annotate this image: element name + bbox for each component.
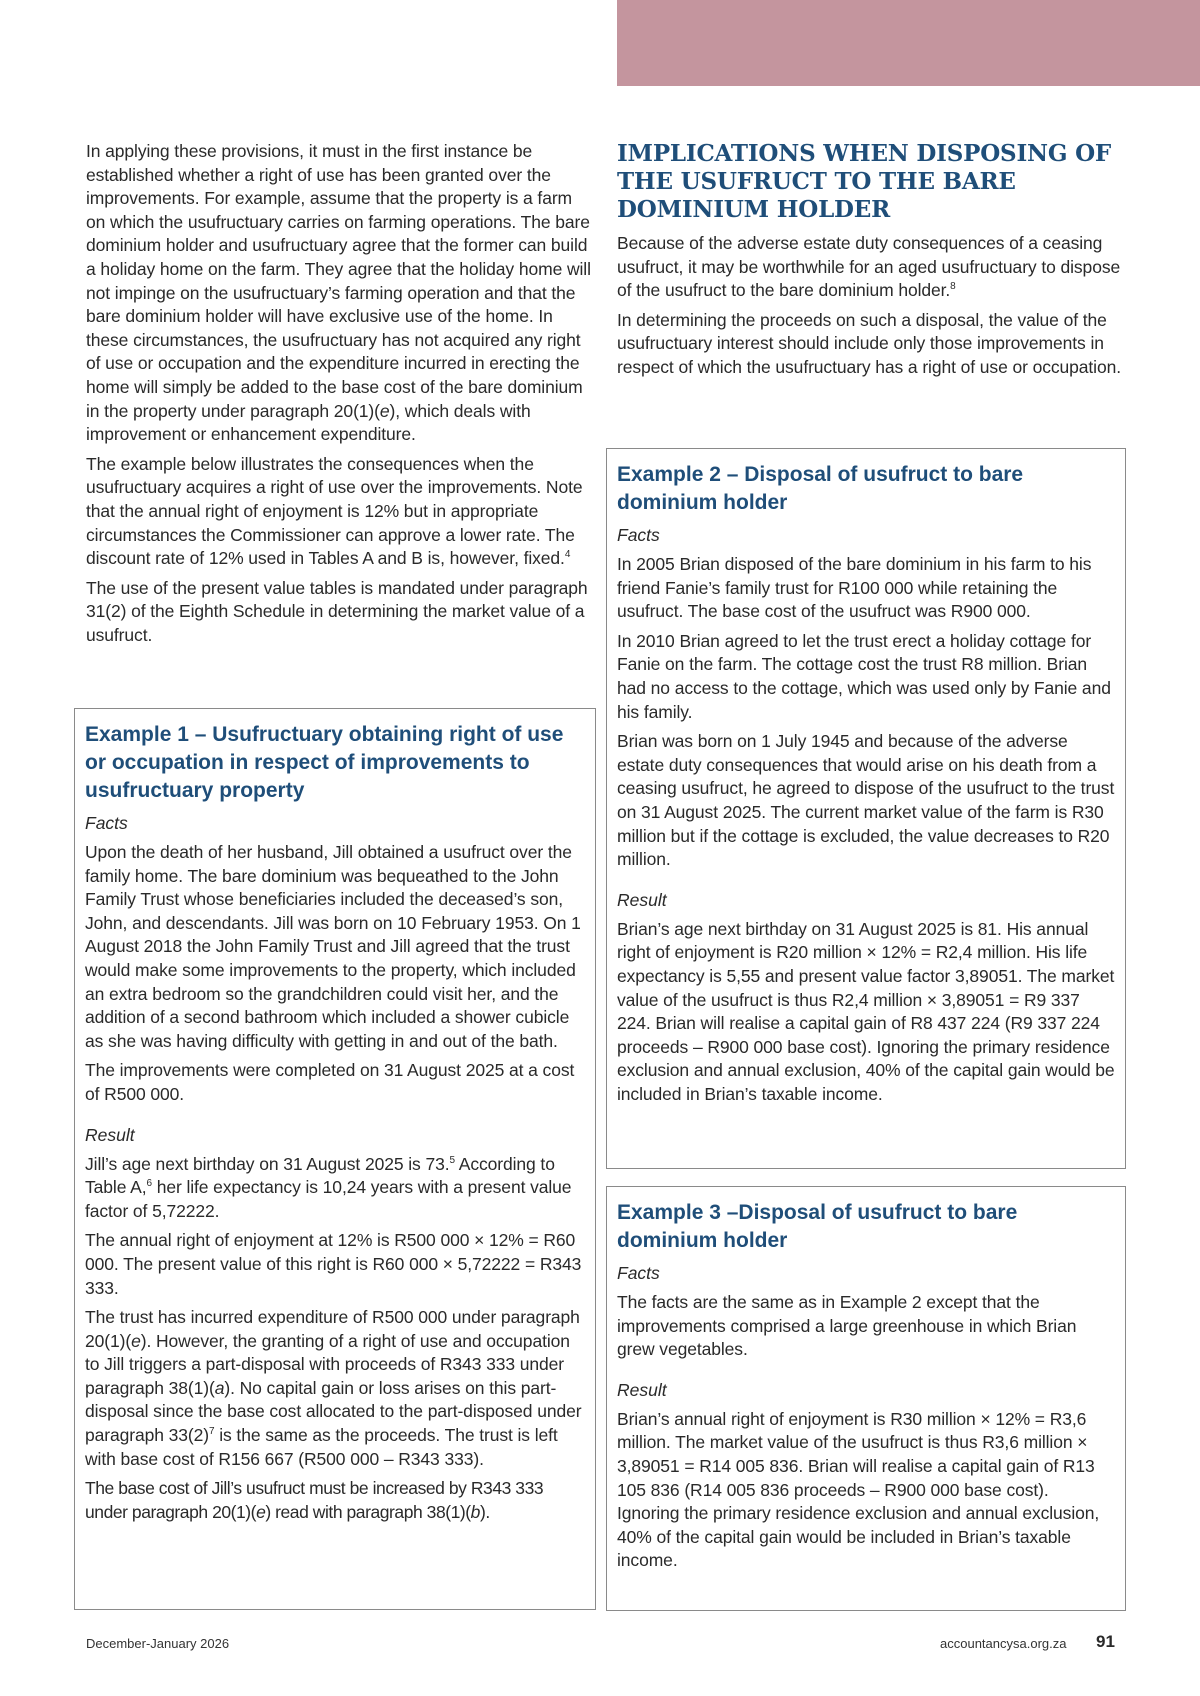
body-paragraph: [86, 140, 594, 447]
example-3-title: Example 3 –Disposal of usufruct to bare dominium holder: [617, 1201, 1018, 1252]
facts-paragraph: In 2005 Brian disposed of the bare dominium in his farm to his friend Fanie’s family trust for R100 000 while retaining the usufruct. The base cost of the usufruct was R900 000.: [617, 554, 1092, 622]
text: The trust has incurred expenditure of R500 000 under paragraph 20(1)(: [85, 1307, 580, 1351]
section-heading: IMPLICATIONS WHEN DISPOSING OF THE USUFRUCT TO THE BARE DOMINIUM HOLDER: [617, 140, 1112, 223]
text: e: [379, 400, 390, 421]
footnote-ref[interactable]: 4: [564, 549, 571, 561]
body-paragraph: [617, 232, 1122, 303]
body-paragraph: In determining the proceeds on such a disposal, the value of the usufructuary interest should include only those improvements in respect of which the usufructuary has a right of use or occupation.: [617, 309, 1121, 377]
text: b: [470, 1501, 480, 1522]
result-paragraph: [85, 1477, 585, 1524]
example-1-box: [74, 708, 596, 1610]
body-paragraph: The use of the present value tables is mandated under paragraph 31(2) of the Eighth Schedule in determining the market value of a usufruct.: [86, 577, 588, 645]
facts-paragraph: Upon the death of her husband, Jill obtained a usufruct over the family home. The bare dominium was bequeathed to the John Family Trust whose beneficiaries included the deceased’s son, John, and descendants. Jill was born on 10 February 1953. On 1 August 2018 the John Family Trust and Jill agreed that the trust would make some improvements to the property, which included an extra bedroom so the grandchildren could visit her, and the addition of a second bathroom which included a shower cubicle as she was having difficulty with getting in and out of the bath.: [85, 842, 581, 1051]
facts-label: Facts: [617, 1263, 660, 1283]
left-column: [86, 140, 594, 653]
result-paragraph: Brian’s age next birthday on 31 August 2025 is 81. His annual right of enjoyment is R20 million × 12% = R2,4 million. His life expectancy is 5,55 and present value factor 3,89051. The market value of the usufruct is thus R2,4 million × 3,89051 = R9 337 224. Brian will realise a capital gain of R8 437 224 (R9 337 224 proceeds – R900 000 base cost). Ignoring the primary residence exclusion and annual exclusion, 40% of the capital gain would be included in Brian’s taxable income.: [617, 918, 1115, 1104]
text: e: [256, 1501, 266, 1522]
footnote-ref[interactable]: 6: [146, 1178, 152, 1190]
result-label: Result: [85, 1124, 135, 1145]
text: The base cost of Jill’s usufruct must be increased by R343 333 under paragraph 20(1)(: [85, 1478, 544, 1522]
text: In applying these provisions, it must in the first instance be established whether a right of use has been granted over the improvements. For example, assume that the property is a farm on which the usufructuary carries on farming operations. The bare dominium holder and usufructuary agree that the former can build a holiday home on the farm. They agree that the holiday home will not impinge on the usufructuary’s farming operation and that the bare dominium holder will have exclusive use of the home. In these circumstances, the usufructuary has not acquired any right of use or occupation and the expenditure incurred in erecting the home will simply be added to the base cost of the bare dominium in the property under paragraph 20(1)(: [86, 141, 591, 421]
facts-paragraph: The facts are the same as in Example 2 except that the improvements comprised a large greenhouse in which Brian grew vegetables.: [617, 1292, 1077, 1360]
text: e: [131, 1330, 141, 1351]
footnote-ref[interactable]: 7: [209, 1426, 215, 1438]
header-color-band: [617, 0, 1200, 86]
text: a: [214, 1377, 225, 1398]
example-2-title: Example 2 – Disposal of usufruct to bare dominium holder: [617, 463, 1024, 514]
text: ) read with paragraph 38(1)(: [265, 1501, 471, 1522]
facts-paragraph: In 2010 Brian agreed to let the trust erect a holiday cottage for Fanie on the farm. The cottage cost the trust R8 million. Brian had no access to the cottage, which was used only by Fanie and his family.: [617, 630, 1111, 722]
footnote-ref[interactable]: 8: [950, 281, 956, 293]
facts-label: Facts: [85, 813, 128, 833]
result-label: Result: [617, 1379, 667, 1400]
result-paragraph: [85, 1306, 585, 1471]
example-2-box: [606, 448, 1126, 1169]
text: ). No capital gain or loss arises on this part-disposal since the base cost allocated to the part-disposed under paragraph 33(2): [85, 1377, 582, 1446]
example-1-title: Example 1 – Usufructuary obtaining right of use or occupation in respect of improvements to usufructuary property: [85, 723, 564, 802]
text: ), which deals with improvement or enhancement expenditure.: [86, 400, 531, 445]
result-label: Result: [617, 889, 667, 910]
right-column: [617, 140, 1122, 386]
footer-website-link[interactable]: accountancysa.org.za: [940, 1636, 1067, 1651]
footer-date: December-January 2026: [86, 1636, 230, 1651]
text: her life expectancy is 10,24 years with a present value factor of 5,72222.: [85, 1177, 572, 1221]
text: is the same as the proceeds. The trust is left with base cost of R156 667 (R500 000 – R343 333).: [85, 1425, 558, 1469]
facts-paragraph: The improvements were completed on 31 August 2025 at a cost of R500 000.: [85, 1060, 575, 1104]
example-3-box: [606, 1186, 1126, 1611]
text: Jill’s age next birthday on 31 August 2025 is 73.: [85, 1153, 450, 1174]
text: According to Table A,: [85, 1153, 555, 1198]
result-paragraph: Brian’s annual right of enjoyment is R30 million × 12% = R3,6 million. The market value of the usufruct is thus R3,6 million × 3,89051 = R14 005 836. Brian will realise a capital gain of R13 105 836 (R14 005 836 proceeds – R900 000 base cost). Ignoring the primary residence exclusion and annual exclusion, 40% of the capital gain would be included in Brian’s taxable income.: [617, 1408, 1100, 1571]
footnote-ref[interactable]: 5: [449, 1154, 455, 1166]
text: Because of the adverse estate duty consequences of a ceasing usufruct, it may be worthwhile for an aged usufructuary to dispose of the usufruct to the bare dominium holder.: [617, 233, 1121, 301]
result-paragraph: The annual right of enjoyment at 12% is R500 000 × 12% = R60 000. The present value of this right is R60 000 × 5,72222 = R343 333.: [85, 1230, 582, 1298]
text: The example below illustrates the consequences when the usufructuary acquires a right of use over the improvements. Note that the annual right of enjoyment is 12% but in appropriate circumstances the Commissioner can approve a lower rate. The discount rate of 12% used in Tables A and B is, however, fixed.: [86, 453, 583, 569]
result-paragraph: [85, 1153, 585, 1224]
text: ). However, the granting of a right of use and occupation to Jill triggers a part-disposal with proceeds of R343 333 under paragraph 38(1)(: [85, 1330, 570, 1398]
page-number: 91: [1096, 1632, 1115, 1651]
facts-paragraph: Brian was born on 1 July 1945 and because of the adverse estate duty consequences that would arise on his death from a ceasing usufruct, he agreed to dispose of the usufruct to the trust on 31 August 2025. The current market value of the farm is R30 million but if the cottage is excluded, the value decreases to R20 million.: [617, 731, 1115, 870]
text: ).: [479, 1501, 490, 1522]
facts-label: Facts: [617, 525, 660, 545]
body-paragraph: [86, 453, 594, 571]
